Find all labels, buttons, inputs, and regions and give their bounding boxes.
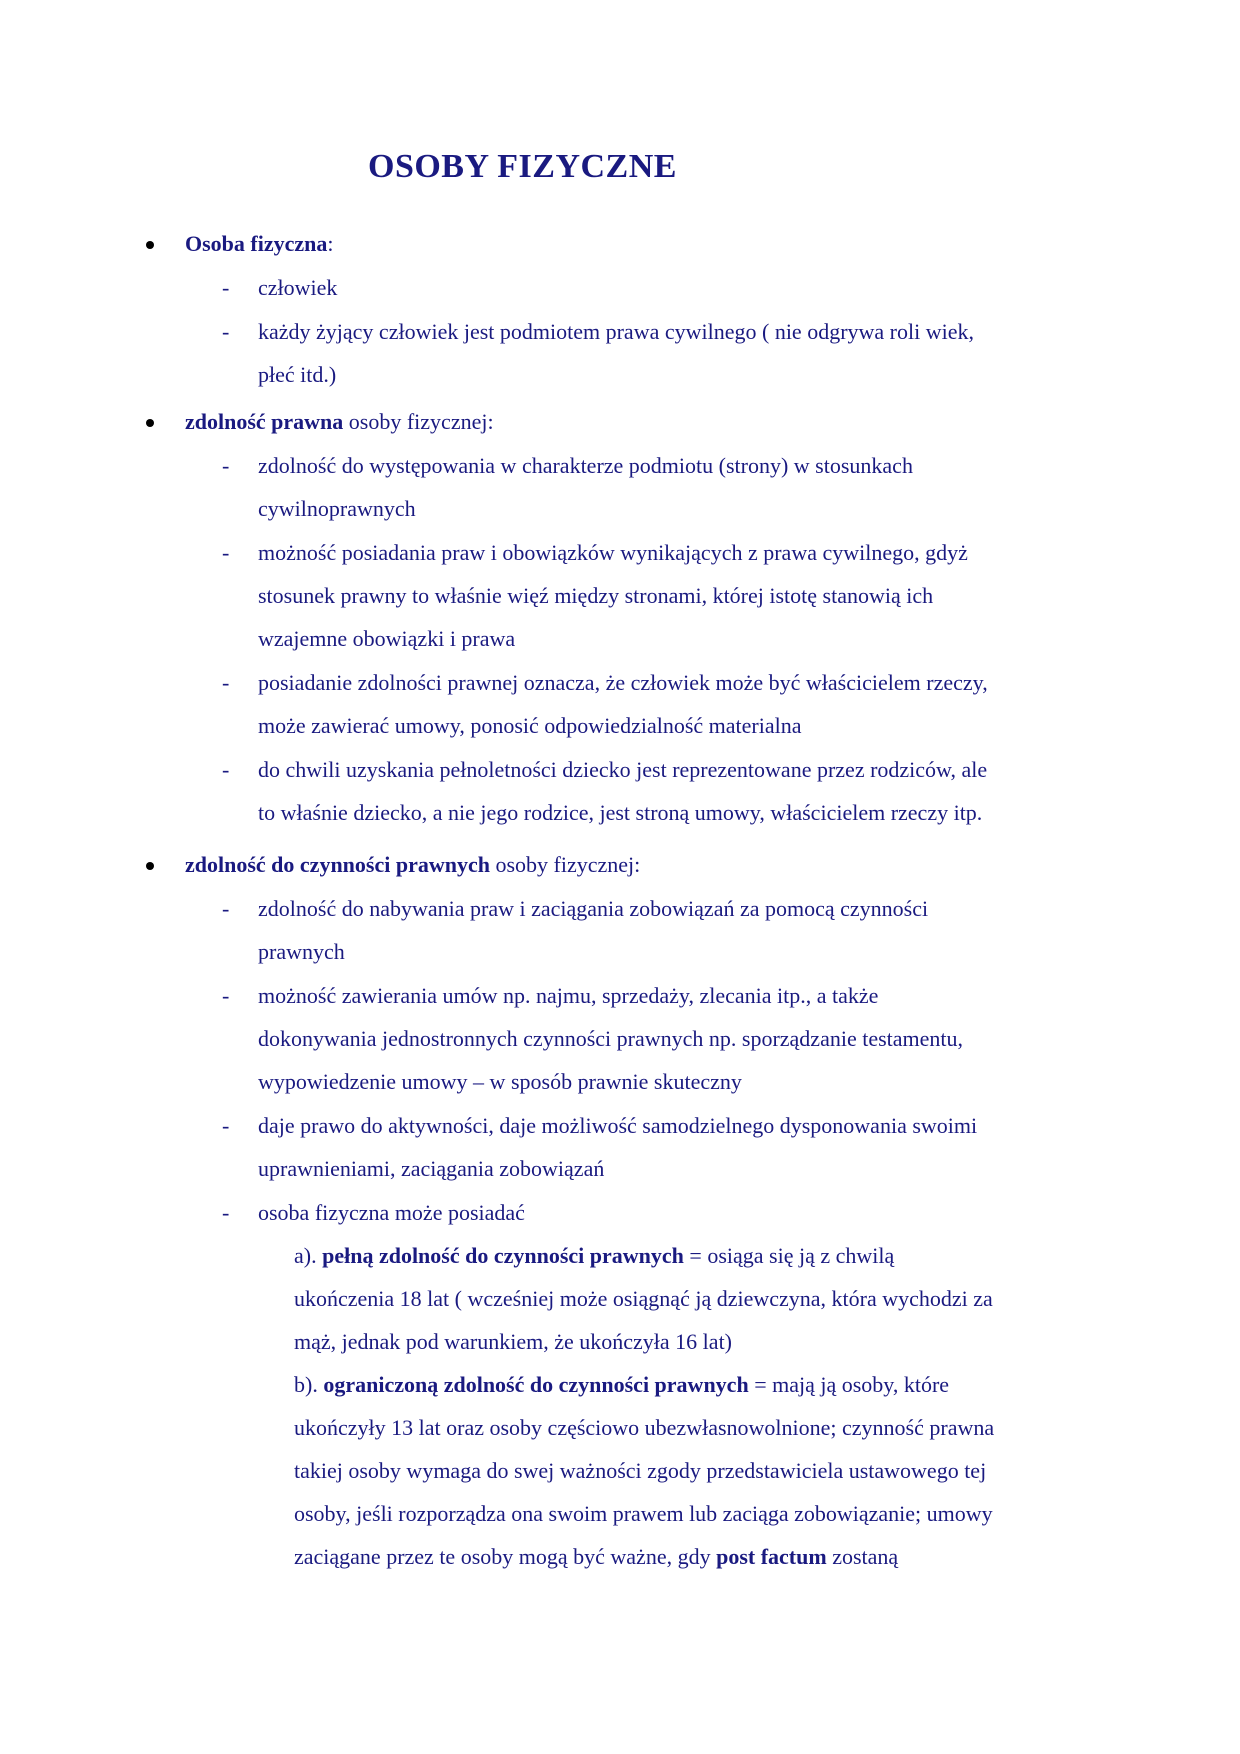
page-title: OSOBY FIZYCZNE bbox=[368, 148, 677, 185]
dash-marker: - bbox=[222, 275, 230, 300]
list-item-continuation: wzajemne obowiązki i prawa bbox=[258, 626, 516, 651]
list-item-continuation: dokonywania jednostronnych czynności prawnych np. sporządzanie testamentu, bbox=[258, 1026, 964, 1051]
term-post-factum: post factum bbox=[716, 1544, 827, 1569]
list-item: daje prawo do aktywności, daje możliwość samodzielnego dysponowania swoimi bbox=[258, 1113, 978, 1138]
section-heading-osoba-fizyczna: Osoba fizyczna: bbox=[185, 231, 334, 256]
list-item: możność zawierania umów np. najmu, sprzedaży, zlecania itp., a także bbox=[258, 983, 879, 1008]
list-item-continuation: cywilnoprawnych bbox=[258, 496, 416, 521]
list-item-continuation: wypowiedzenie umowy – w sposób prawnie skuteczny bbox=[258, 1069, 742, 1094]
section-heading-zdolnosc-do-czynnosci: zdolność do czynności prawnych osoby fizycznej: bbox=[185, 852, 641, 877]
dash-marker: - bbox=[222, 540, 230, 565]
term-zdolnosc-do-czynnosci-prawnych: zdolność do czynności prawnych bbox=[185, 852, 490, 877]
dash-marker: - bbox=[222, 319, 230, 344]
list-item: każdy żyjący człowiek jest podmiotem prawa cywilnego ( nie odgrywa roli wiek, bbox=[258, 319, 974, 344]
dash-marker: - bbox=[222, 757, 230, 782]
list-item: zdolność do nabywania praw i zaciągania zobowiązań za pomocą czynności bbox=[258, 896, 929, 921]
sub-item-continuation: zaciągane przez te osoby mogą być ważne, gdy post factum zostaną bbox=[294, 1544, 899, 1569]
list-item-continuation: uprawnieniami, zaciągania zobowiązań bbox=[258, 1156, 605, 1181]
sub-item-continuation: mąż, jednak pod warunkiem, że ukończyła 16 lat) bbox=[294, 1329, 733, 1354]
list-item-continuation: prawnych bbox=[258, 939, 345, 964]
sub-item-continuation: osoby, jeśli rozporządza ona swoim prawem lub zaciąga zobowiązanie; umowy bbox=[294, 1501, 993, 1526]
term-pelna-zdolnosc: pełną zdolność do czynności prawnych bbox=[322, 1243, 684, 1268]
list-item-continuation: stosunek prawny to właśnie więź między stronami, której istotę stanowią ich bbox=[258, 583, 934, 608]
dash-marker: - bbox=[222, 670, 230, 695]
list-item-continuation: płeć itd.) bbox=[258, 362, 337, 387]
sub-item-marker: a). bbox=[294, 1243, 323, 1268]
sub-item-continuation: ukończyły 13 lat oraz osoby częściowo ubezwłasnowolnione; czynność prawna bbox=[294, 1415, 995, 1440]
dash-marker: - bbox=[222, 983, 230, 1008]
list-item-continuation: to właśnie dziecko, a nie jego rodzice, jest stroną umowy, właścicielem rzeczy itp. bbox=[258, 800, 983, 825]
sub-item-a: a). pełną zdolność do czynności prawnych = osiąga się ją z chwilą bbox=[294, 1243, 895, 1268]
list-item: do chwili uzyskania pełnoletności dziecko jest reprezentowane przez rodziców, ale bbox=[258, 757, 988, 782]
sub-item-continuation: ukończenia 18 lat ( wcześniej może osiągnąć ją dziewczyna, która wychodzi za bbox=[294, 1286, 993, 1311]
section-heading-zdolnosc-prawna: zdolność prawna osoby fizycznej: bbox=[185, 409, 494, 434]
sub-item-marker: b). bbox=[294, 1372, 324, 1397]
list-item-continuation: może zawierać umowy, ponosić odpowiedzialność materialna bbox=[258, 713, 802, 738]
term-zdolnosc-prawna: zdolność prawna bbox=[185, 409, 344, 434]
list-item: posiadanie zdolności prawnej oznacza, że człowiek może być właścicielem rzeczy, bbox=[258, 670, 988, 695]
bullet-icon bbox=[146, 419, 154, 427]
list-item: zdolność do występowania w charakterze podmiotu (strony) w stosunkach bbox=[258, 453, 913, 478]
sub-item-b: b). ograniczoną zdolność do czynności prawnych = mają ją osoby, które bbox=[294, 1372, 950, 1397]
dash-marker: - bbox=[222, 453, 230, 478]
term-osoba-fizyczna: Osoba fizyczna bbox=[185, 231, 328, 256]
list-item: człowiek bbox=[258, 275, 338, 300]
dash-marker: - bbox=[222, 896, 230, 921]
list-item: możność posiadania praw i obowiązków wynikających z prawa cywilnego, gdyż bbox=[258, 540, 968, 565]
list-item: osoba fizyczna może posiadać bbox=[258, 1200, 525, 1225]
dash-marker: - bbox=[222, 1200, 230, 1225]
bullet-icon bbox=[146, 241, 154, 249]
term-ograniczona-zdolnosc: ograniczoną zdolność do czynności prawnych bbox=[323, 1372, 749, 1397]
dash-marker: - bbox=[222, 1113, 230, 1138]
bullet-icon bbox=[146, 862, 154, 870]
sub-item-continuation: takiej osoby wymaga do swej ważności zgody przedstawiciela ustawowego tej bbox=[294, 1458, 987, 1483]
